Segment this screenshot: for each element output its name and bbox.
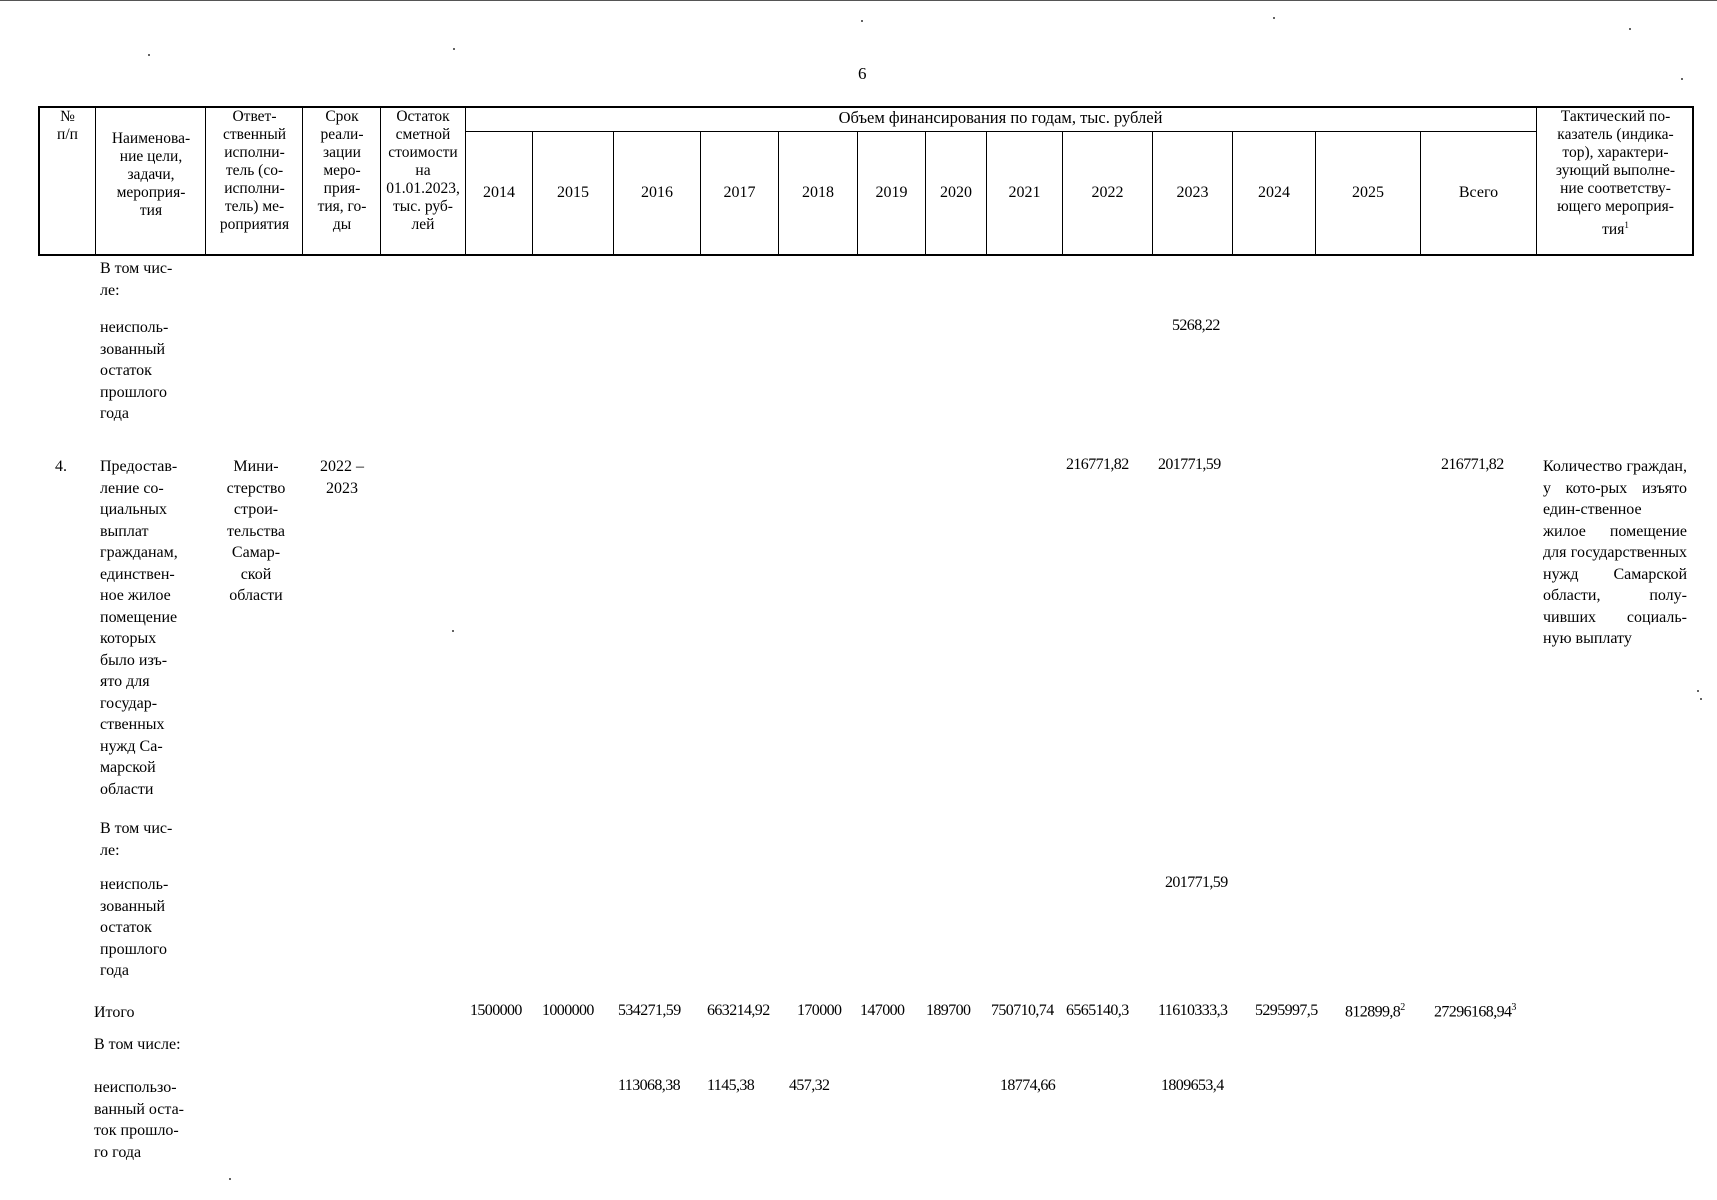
- total-2017: 663214,92: [707, 1002, 770, 1019]
- scan-speck: [1273, 17, 1275, 19]
- total-2014: 1500000: [470, 1002, 522, 1019]
- row4-value-total: 216771,82: [1441, 456, 1504, 473]
- total-unused-2018: 457,32: [789, 1077, 830, 1094]
- scan-speck: [453, 48, 455, 50]
- total-2016: 534271,59: [618, 1002, 681, 1019]
- scan-speck: [452, 630, 454, 632]
- header-remaining-cost: Остаток сметной стоимости на 01.01.2023, тыс. руб- лей: [386, 108, 460, 233]
- scan-speck: [148, 54, 150, 56]
- total-2025-value: 812899,8: [1345, 1003, 1401, 1021]
- total-2023: 11610333,3: [1158, 1002, 1228, 1019]
- total-2022: 6565140,3: [1066, 1002, 1129, 1019]
- row1-including-label: В том чис- ле:: [100, 260, 173, 299]
- scan-speck: [1700, 698, 1702, 700]
- header-year-2025: 2025: [1352, 184, 1384, 201]
- row4-responsible: Мини- стерство строи- тельства Самар- ской области: [226, 458, 286, 604]
- col-divider: [205, 106, 206, 256]
- header-indicator-text: Тактический по- казатель (индика- тор), характери- зующий выполне- ние соответству- ющего мероприя- тия: [1555, 108, 1676, 239]
- scan-speck: [1697, 690, 1699, 692]
- header-year-2017: 2017: [723, 184, 756, 201]
- header-responsible: Ответ- ственный исполни- тель (со- исполни- тель) ме- роприятия: [219, 108, 290, 233]
- row1-unused-label: неисполь- зованный остаток прошлого года: [100, 319, 169, 422]
- header-indicator: [1537, 108, 1694, 239]
- header-year-2019: 2019: [875, 184, 908, 201]
- total-2025: [1345, 1002, 1405, 1021]
- row4-name: Предостав- ление со- циальных выплат гражданам, единствен- ное жилое помещение которых было изъ- ято для государ- ственных нужд Са- марской области: [100, 458, 178, 798]
- col-divider: [465, 106, 466, 256]
- header-year-2020: 2020: [940, 184, 972, 201]
- total-2024: 5295997,5: [1255, 1002, 1318, 1019]
- header-name: Наименова- ние цели, задачи, мероприя- тия: [111, 130, 191, 219]
- scan-speck: [1629, 28, 1631, 30]
- header-year-2016: 2016: [641, 184, 673, 201]
- col-divider: [302, 106, 303, 256]
- header-num: № п/п: [57, 108, 78, 143]
- total-2019: 147000: [860, 1002, 905, 1019]
- row4-term: 2022 – 2023: [320, 458, 364, 497]
- total-unused-2021: 18774,66: [1000, 1077, 1056, 1094]
- total-sum-value: 27296168,94: [1434, 1003, 1512, 1021]
- header-financing: Объем финансирования по годам, тыс. рублей: [838, 108, 1163, 127]
- row4-value-2022: 216771,82: [1066, 456, 1129, 473]
- header-year-total: Всего: [1458, 184, 1499, 201]
- header-year-2018: 2018: [802, 184, 834, 201]
- scan-speck: [861, 20, 863, 22]
- total-2021: 750710,74: [991, 1002, 1054, 1019]
- row4-unused-2023: 201771,59: [1165, 874, 1228, 891]
- page-number: 6: [858, 64, 867, 83]
- header-year-2022: 2022: [1091, 184, 1124, 201]
- footnote-mark: 1: [1624, 220, 1629, 230]
- row4-value-2023: 201771,59: [1158, 456, 1221, 473]
- total-unused-label: неиспользо- ванный оста- ток прошло- го года: [94, 1079, 184, 1161]
- total-2018: 170000: [797, 1002, 842, 1019]
- row4-including-label: В том чис- ле:: [100, 820, 173, 859]
- total-unused-2017: 1145,38: [707, 1077, 755, 1094]
- total-including-label: В том числе:: [94, 1036, 181, 1053]
- row1-unused-2023: 5268,22: [1172, 317, 1220, 334]
- total-unused-2016: 113068,38: [618, 1077, 681, 1094]
- header-year-2021: 2021: [1008, 184, 1041, 201]
- header-year-2014: 2014: [483, 184, 515, 201]
- total-2020: 189700: [926, 1002, 971, 1019]
- header-year-2024: 2024: [1258, 184, 1290, 201]
- footnote-mark: 2: [1400, 1002, 1406, 1013]
- financing-subrow-line: [465, 131, 1536, 132]
- scan-speck: [1681, 78, 1683, 80]
- col-divider: [95, 106, 96, 256]
- row4-indicator: Количество граждан, у кото-рых изъято един-ственное жилое помещение для государственных нужд Самарской области, полу-чивших социаль-ную выплату: [1543, 458, 1687, 647]
- row4-unused-label: неисполь- зованный остаток прошлого года: [100, 876, 169, 979]
- footnote-mark: 3: [1511, 1002, 1517, 1013]
- row4-number: 4.: [55, 458, 67, 475]
- scan-top-edge: [0, 0, 1717, 1]
- header-year-2023: 2023: [1176, 184, 1209, 201]
- scan-speck: [229, 1178, 231, 1180]
- total-label: Итого: [94, 1004, 135, 1021]
- total-unused-2023: 1809653,4: [1161, 1077, 1224, 1094]
- total-sum: [1434, 1002, 1516, 1021]
- header-year-2015: 2015: [557, 184, 589, 201]
- header-term: Срок реали- зации меро- прия- тия, го- ды: [317, 108, 367, 233]
- total-2015: 1000000: [542, 1002, 594, 1019]
